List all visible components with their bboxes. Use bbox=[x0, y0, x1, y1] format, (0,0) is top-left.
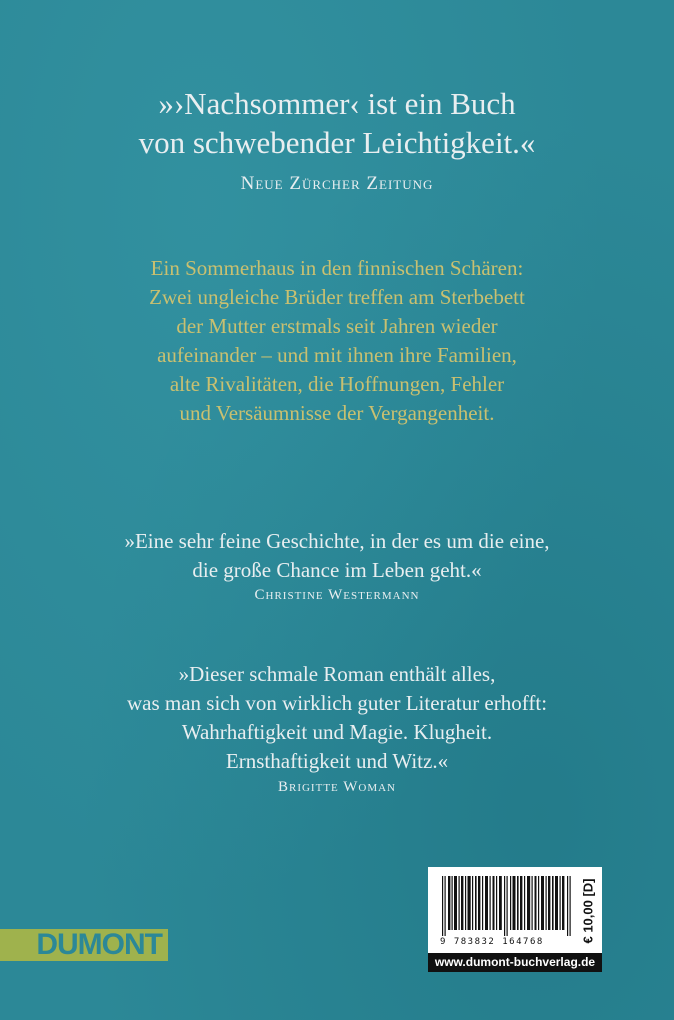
quote-line: Ernsthaftigkeit und Witz.« bbox=[225, 749, 449, 773]
review-quote-westermann bbox=[0, 527, 674, 585]
quote-line: die große Chance im Leben geht.« bbox=[192, 558, 482, 582]
price-text: € 10,00 [D] bbox=[580, 878, 596, 944]
isbn-barcode-label bbox=[428, 867, 602, 953]
quote-line: »Eine sehr feine Geschichte, in der es um die eine, bbox=[124, 529, 550, 553]
blurb-line: und Versäumnisse der Vergangenheit. bbox=[179, 401, 495, 425]
review-quote-brigitte bbox=[0, 660, 674, 776]
blurb-line: Zwei ungleiche Brüder treffen am Sterbebett bbox=[149, 285, 525, 309]
quote-line: Wahrhaftigkeit und Magie. Klugheit. bbox=[181, 720, 493, 744]
blurb-line: Ein Sommerhaus in den finnischen Schären: bbox=[150, 256, 524, 280]
blurb-line: der Mutter erstmals seit Jahren wieder bbox=[176, 314, 498, 338]
isbn-number: 9 783832 164768 bbox=[440, 937, 544, 947]
publisher-url: www.dumont-buchverlag.de bbox=[428, 953, 602, 972]
book-blurb bbox=[0, 254, 674, 428]
blurb-line: aufeinander – und mit ihnen ihre Familien, bbox=[157, 343, 517, 367]
blurb-line: alte Rivalitäten, die Hoffnungen, Fehler bbox=[169, 372, 505, 396]
review-source-brigitte: Brigitte Woman bbox=[277, 779, 397, 795]
quote-line: was man sich von wirklich guter Literatur erhofft: bbox=[126, 691, 548, 715]
dumont-logo: DUMONT bbox=[0, 929, 168, 961]
quote-line: »Dieser schmale Roman enthält alles, bbox=[178, 662, 496, 686]
review-source-westermann: Christine Westermann bbox=[254, 587, 420, 603]
barcode-icon bbox=[440, 876, 574, 936]
price-label bbox=[578, 873, 598, 949]
quote-line: »›Nachsommer‹ ist ein Buch bbox=[158, 86, 516, 121]
quote-line: von schwebender Leichtigkeit.« bbox=[138, 125, 536, 160]
review-quote-nzz bbox=[0, 84, 674, 162]
review-source-nzz: Neue Zürcher Zeitung bbox=[240, 173, 434, 194]
